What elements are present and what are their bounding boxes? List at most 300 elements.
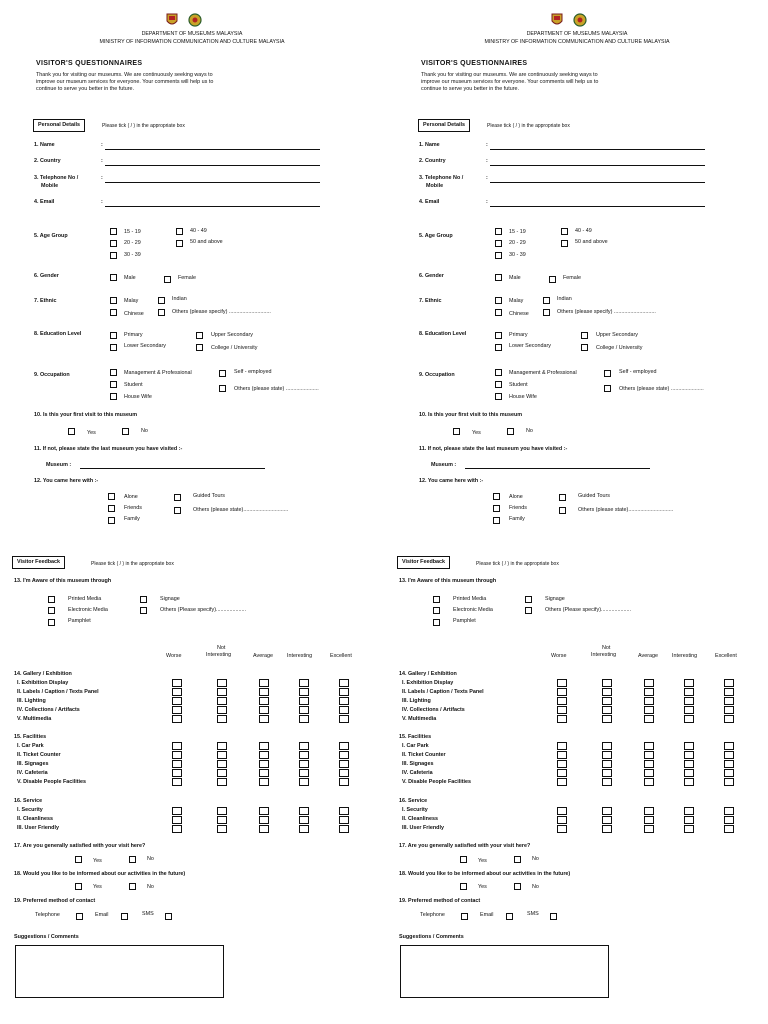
- ethnic-others-checkbox[interactable]: [158, 309, 165, 316]
- facilities-2-not-interesting-checkbox[interactable]: [217, 751, 227, 759]
- facilities-3-interesting-checkbox[interactable]: [684, 760, 694, 768]
- q19-label: 19. Preferred method of contact: [14, 898, 96, 904]
- last-museum-field[interactable]: [80, 468, 265, 469]
- q13-label: 13. I'm Aware of this museum through: [399, 578, 497, 584]
- age-15-19-checkbox[interactable]: [495, 228, 502, 235]
- q10-label: 10. Is this your first visit to this museum: [34, 412, 138, 418]
- facilities-5-interesting-checkbox[interactable]: [684, 778, 694, 786]
- facilities-5-excellent-checkbox[interactable]: [724, 778, 734, 786]
- gallery-5-average-checkbox[interactable]: [644, 715, 654, 723]
- occ-option: Others (please state) ......................: [234, 386, 319, 392]
- gender-male-checkbox[interactable]: [495, 274, 502, 281]
- gallery-2-interesting-checkbox[interactable]: [299, 688, 309, 696]
- edu-option: College / University: [596, 345, 643, 351]
- occ-management-checkbox[interactable]: [110, 369, 117, 376]
- edu-college-checkbox[interactable]: [581, 344, 588, 351]
- gallery-1-not-interesting-checkbox[interactable]: [602, 679, 612, 687]
- q11-label: 11. If not, please state the last museum you have visited :-: [34, 446, 183, 452]
- service-1-worse-checkbox[interactable]: [172, 807, 182, 815]
- gender-female-checkbox[interactable]: [164, 276, 171, 283]
- service-3-average-checkbox[interactable]: [644, 825, 654, 833]
- q3-label-mobile: Mobile: [426, 183, 444, 189]
- service-2-average-checkbox[interactable]: [644, 816, 654, 824]
- service-3-excellent-checkbox[interactable]: [339, 825, 349, 833]
- facilities-1-worse-checkbox[interactable]: [557, 742, 567, 750]
- service-2-average-checkbox[interactable]: [259, 816, 269, 824]
- occ-student-checkbox[interactable]: [495, 381, 502, 388]
- came-alone-checkbox[interactable]: [493, 493, 500, 500]
- dept-name: DEPARTMENT OF MUSEUMS MALAYSIA: [526, 31, 628, 37]
- email-field[interactable]: [490, 206, 705, 207]
- q14-item: IV. Collections / Artifacts: [402, 707, 465, 713]
- aware-option: Signage: [160, 596, 180, 602]
- service-1-average-checkbox[interactable]: [259, 807, 269, 815]
- gallery-5-not-interesting-checkbox[interactable]: [217, 715, 227, 723]
- ethnic-option: Others (please specify) ............................: [557, 309, 656, 315]
- yes-label: Yes: [478, 884, 487, 890]
- q12-label: 12. You came here with :-: [34, 478, 99, 484]
- gallery-3-excellent-checkbox[interactable]: [339, 697, 349, 705]
- facilities-4-interesting-checkbox[interactable]: [299, 769, 309, 777]
- gallery-4-average-checkbox[interactable]: [644, 706, 654, 714]
- occ-self-employed-checkbox[interactable]: [604, 370, 611, 377]
- edu-lower-secondary-checkbox[interactable]: [495, 344, 502, 351]
- gallery-4-excellent-checkbox[interactable]: [339, 706, 349, 714]
- age-30-39-checkbox[interactable]: [110, 252, 117, 259]
- service-3-interesting-checkbox[interactable]: [684, 825, 694, 833]
- age-option: 30 - 39: [124, 252, 141, 258]
- gallery-2-average-checkbox[interactable]: [259, 688, 269, 696]
- service-1-not-interesting-checkbox[interactable]: [602, 807, 612, 815]
- q6-label: 6. Gender: [34, 273, 59, 279]
- facilities-3-not-interesting-checkbox[interactable]: [602, 760, 612, 768]
- gallery-4-average-checkbox[interactable]: [259, 706, 269, 714]
- came-others-checkbox[interactable]: [174, 507, 181, 514]
- facilities-3-average-checkbox[interactable]: [644, 760, 654, 768]
- q1-colon: :: [486, 142, 488, 148]
- q13-label: 13. I'm Aware of this museum through: [14, 578, 112, 584]
- service-1-interesting-checkbox[interactable]: [684, 807, 694, 815]
- facilities-4-average-checkbox[interactable]: [644, 769, 654, 777]
- age-option: 30 - 39: [509, 252, 526, 258]
- service-2-worse-checkbox[interactable]: [557, 816, 567, 824]
- intro-line-1: Thank you for visiting our museums. We are continuously seeking ways to: [36, 72, 213, 78]
- gender-male-checkbox[interactable]: [110, 274, 117, 281]
- no-label: No: [147, 884, 154, 890]
- edu-option: Primary: [509, 332, 528, 338]
- gallery-3-not-interesting-checkbox[interactable]: [602, 697, 612, 705]
- no-label: No: [141, 428, 148, 434]
- aware-pamphlet-checkbox[interactable]: [48, 619, 55, 626]
- facilities-4-average-checkbox[interactable]: [259, 769, 269, 777]
- occ-student-checkbox[interactable]: [110, 381, 117, 388]
- q14-item: III. Lighting: [17, 698, 46, 704]
- contact-option: Email: [95, 912, 109, 918]
- contact-telephone-checkbox[interactable]: [76, 913, 83, 920]
- aware-printed-checkbox[interactable]: [48, 596, 55, 603]
- gallery-4-not-interesting-checkbox[interactable]: [217, 706, 227, 714]
- age-20-29-checkbox[interactable]: [110, 240, 117, 247]
- q18-label: 18. Would you like to be informed about our activities in the future): [14, 871, 186, 877]
- came-family-checkbox[interactable]: [493, 517, 500, 524]
- feedback-hint: Please tick ( / ) in the appropriate box: [476, 561, 559, 567]
- satisfied-no-checkbox[interactable]: [129, 856, 136, 863]
- facilities-5-average-checkbox[interactable]: [259, 778, 269, 786]
- facilities-1-average-checkbox[interactable]: [644, 742, 654, 750]
- facilities-2-interesting-checkbox[interactable]: [299, 751, 309, 759]
- q18-label: 18. Would you like to be informed about our activities in the future): [399, 871, 571, 877]
- q19-label: 19. Preferred method of contact: [399, 898, 481, 904]
- gallery-1-worse-checkbox[interactable]: [172, 679, 182, 687]
- rating-average-header: Average: [638, 653, 658, 659]
- facilities-4-not-interesting-checkbox[interactable]: [217, 769, 227, 777]
- museum-label: Museum :: [431, 462, 457, 468]
- facilities-5-worse-checkbox[interactable]: [172, 778, 182, 786]
- gallery-1-average-checkbox[interactable]: [644, 679, 654, 687]
- facilities-4-not-interesting-checkbox[interactable]: [602, 769, 612, 777]
- facilities-4-excellent-checkbox[interactable]: [724, 769, 734, 777]
- service-3-not-interesting-checkbox[interactable]: [602, 825, 612, 833]
- museum-label: Museum :: [46, 462, 72, 468]
- gallery-1-excellent-checkbox[interactable]: [724, 679, 734, 687]
- ethnic-malay-checkbox[interactable]: [110, 297, 117, 304]
- facilities-5-interesting-checkbox[interactable]: [299, 778, 309, 786]
- first-visit-yes-checkbox[interactable]: [453, 428, 460, 435]
- facilities-1-average-checkbox[interactable]: [259, 742, 269, 750]
- facilities-1-not-interesting-checkbox[interactable]: [602, 742, 612, 750]
- edu-upper-secondary-checkbox[interactable]: [196, 332, 203, 339]
- service-3-not-interesting-checkbox[interactable]: [217, 825, 227, 833]
- gallery-1-not-interesting-checkbox[interactable]: [217, 679, 227, 687]
- contact-sms-checkbox[interactable]: [165, 913, 172, 920]
- gallery-3-not-interesting-checkbox[interactable]: [217, 697, 227, 705]
- came-guided-tours-checkbox[interactable]: [174, 494, 181, 501]
- gallery-5-not-interesting-checkbox[interactable]: [602, 715, 612, 723]
- came-option: Alone: [509, 494, 523, 500]
- gallery-5-worse-checkbox[interactable]: [172, 715, 182, 723]
- facilities-4-interesting-checkbox[interactable]: [684, 769, 694, 777]
- came-friends-checkbox[interactable]: [108, 505, 115, 512]
- q14-label: 14. Gallery / Exhibition: [14, 671, 72, 677]
- facilities-3-average-checkbox[interactable]: [259, 760, 269, 768]
- ethnic-others-checkbox[interactable]: [543, 309, 550, 316]
- facilities-1-worse-checkbox[interactable]: [172, 742, 182, 750]
- facilities-1-not-interesting-checkbox[interactable]: [217, 742, 227, 750]
- gallery-2-excellent-checkbox[interactable]: [339, 688, 349, 696]
- service-1-interesting-checkbox[interactable]: [299, 807, 309, 815]
- country-field[interactable]: [490, 165, 705, 166]
- facilities-5-not-interesting-checkbox[interactable]: [602, 778, 612, 786]
- gallery-3-average-checkbox[interactable]: [644, 697, 654, 705]
- facilities-5-worse-checkbox[interactable]: [557, 778, 567, 786]
- gallery-3-interesting-checkbox[interactable]: [299, 697, 309, 705]
- ethnic-option: Chinese: [509, 311, 529, 317]
- edu-lower-secondary-checkbox[interactable]: [110, 344, 117, 351]
- facilities-3-not-interesting-checkbox[interactable]: [217, 760, 227, 768]
- facilities-2-interesting-checkbox[interactable]: [684, 751, 694, 759]
- facilities-1-interesting-checkbox[interactable]: [684, 742, 694, 750]
- gallery-2-not-interesting-checkbox[interactable]: [602, 688, 612, 696]
- gallery-1-excellent-checkbox[interactable]: [339, 679, 349, 687]
- q15-item: V. Disable People Facilities: [17, 779, 87, 785]
- service-3-interesting-checkbox[interactable]: [299, 825, 309, 833]
- facilities-2-average-checkbox[interactable]: [644, 751, 654, 759]
- gallery-3-interesting-checkbox[interactable]: [684, 697, 694, 705]
- aware-electronic-checkbox[interactable]: [48, 607, 55, 614]
- contact-email-checkbox[interactable]: [121, 913, 128, 920]
- age-option: 20 - 29: [509, 240, 526, 246]
- aware-pamphlet-checkbox[interactable]: [433, 619, 440, 626]
- service-1-average-checkbox[interactable]: [644, 807, 654, 815]
- aware-electronic-checkbox[interactable]: [433, 607, 440, 614]
- gallery-4-excellent-checkbox[interactable]: [724, 706, 734, 714]
- facilities-4-worse-checkbox[interactable]: [557, 769, 567, 777]
- facilities-4-worse-checkbox[interactable]: [172, 769, 182, 777]
- service-2-not-interesting-checkbox[interactable]: [217, 816, 227, 824]
- contact-telephone-checkbox[interactable]: [461, 913, 468, 920]
- edu-upper-secondary-checkbox[interactable]: [581, 332, 588, 339]
- gallery-1-average-checkbox[interactable]: [259, 679, 269, 687]
- gallery-1-interesting-checkbox[interactable]: [684, 679, 694, 687]
- comments-textarea[interactable]: [400, 945, 609, 998]
- occ-self-employed-checkbox[interactable]: [219, 370, 226, 377]
- name-field[interactable]: [490, 149, 705, 150]
- facilities-3-excellent-checkbox[interactable]: [724, 760, 734, 768]
- occ-others-checkbox[interactable]: [219, 385, 226, 392]
- questionnaire-right: [385, 0, 768, 1024]
- service-2-interesting-checkbox[interactable]: [299, 816, 309, 824]
- gallery-1-worse-checkbox[interactable]: [557, 679, 567, 687]
- facilities-2-worse-checkbox[interactable]: [172, 751, 182, 759]
- facilities-2-average-checkbox[interactable]: [259, 751, 269, 759]
- ethnic-indian-checkbox[interactable]: [543, 297, 550, 304]
- gallery-5-average-checkbox[interactable]: [259, 715, 269, 723]
- gallery-4-worse-checkbox[interactable]: [172, 706, 182, 714]
- q14-item: II. Labels / Caption / Texts Panel: [402, 689, 484, 695]
- q14-item: I. Exhibition Display: [402, 680, 454, 686]
- q14-item: I. Exhibition Display: [17, 680, 69, 686]
- aware-option: Others (Please specify)....................: [545, 607, 631, 613]
- q15-label: 15. Facilities: [399, 734, 432, 740]
- aware-option: Pamphlet: [68, 618, 91, 624]
- came-family-checkbox[interactable]: [108, 517, 115, 524]
- q16-label: 16. Service: [14, 798, 43, 804]
- facilities-2-worse-checkbox[interactable]: [557, 751, 567, 759]
- service-3-worse-checkbox[interactable]: [172, 825, 182, 833]
- edu-option: College / University: [211, 345, 258, 351]
- q14-item: V. Multimedia: [402, 716, 437, 722]
- gender-option: Female: [178, 275, 196, 281]
- personal-hint: Please tick ( / ) in the appropriate box: [487, 123, 570, 129]
- age-40-49-checkbox[interactable]: [561, 228, 568, 235]
- gallery-3-worse-checkbox[interactable]: [172, 697, 182, 705]
- informed-yes-checkbox[interactable]: [75, 883, 82, 890]
- edu-primary-checkbox[interactable]: [110, 332, 117, 339]
- service-1-worse-checkbox[interactable]: [557, 807, 567, 815]
- rating-not-interesting-header: Interesting: [591, 652, 617, 658]
- telephone-field[interactable]: [105, 182, 320, 183]
- q15-item: III. Signages: [402, 761, 434, 767]
- age-40-49-checkbox[interactable]: [176, 228, 183, 235]
- intro-line-3: continue to serve you better in the future.: [36, 86, 134, 92]
- facilities-1-interesting-checkbox[interactable]: [299, 742, 309, 750]
- age-30-39-checkbox[interactable]: [495, 252, 502, 259]
- service-2-excellent-checkbox[interactable]: [339, 816, 349, 824]
- came-option: Others (please state)..............................: [578, 507, 674, 513]
- satisfied-no-checkbox[interactable]: [514, 856, 521, 863]
- gallery-2-worse-checkbox[interactable]: [557, 688, 567, 696]
- comments-textarea[interactable]: [15, 945, 224, 998]
- occ-housewife-checkbox[interactable]: [110, 393, 117, 400]
- occ-others-checkbox[interactable]: [604, 385, 611, 392]
- age-option: 40 - 49: [190, 228, 207, 234]
- age-50-above-checkbox[interactable]: [561, 240, 568, 247]
- gallery-5-worse-checkbox[interactable]: [557, 715, 567, 723]
- malaysia-crest-icon: [550, 12, 564, 28]
- gallery-5-interesting-checkbox[interactable]: [299, 715, 309, 723]
- facilities-1-excellent-checkbox[interactable]: [724, 742, 734, 750]
- service-1-excellent-checkbox[interactable]: [724, 807, 734, 815]
- age-20-29-checkbox[interactable]: [495, 240, 502, 247]
- informed-no-checkbox[interactable]: [514, 883, 521, 890]
- feedback-hint: Please tick ( / ) in the appropriate box: [91, 561, 174, 567]
- yes-label: Yes: [478, 858, 487, 864]
- gallery-3-worse-checkbox[interactable]: [557, 697, 567, 705]
- facilities-2-not-interesting-checkbox[interactable]: [602, 751, 612, 759]
- contact-email-checkbox[interactable]: [506, 913, 513, 920]
- facilities-3-worse-checkbox[interactable]: [557, 760, 567, 768]
- came-guided-tours-checkbox[interactable]: [559, 494, 566, 501]
- first-visit-no-checkbox[interactable]: [122, 428, 129, 435]
- rating-worse-header: Worse: [551, 653, 567, 659]
- gallery-2-average-checkbox[interactable]: [644, 688, 654, 696]
- gallery-5-excellent-checkbox[interactable]: [724, 715, 734, 723]
- gallery-3-excellent-checkbox[interactable]: [724, 697, 734, 705]
- visitor-feedback-tag: Visitor Feedback: [397, 556, 450, 569]
- gallery-2-not-interesting-checkbox[interactable]: [217, 688, 227, 696]
- service-2-excellent-checkbox[interactable]: [724, 816, 734, 824]
- ethnic-malay-checkbox[interactable]: [495, 297, 502, 304]
- ethnic-indian-checkbox[interactable]: [158, 297, 165, 304]
- gallery-4-worse-checkbox[interactable]: [557, 706, 567, 714]
- age-option: 50 and above: [190, 239, 223, 245]
- edu-college-checkbox[interactable]: [196, 344, 203, 351]
- came-alone-checkbox[interactable]: [108, 493, 115, 500]
- q15-item: IV. Cafeteria: [17, 770, 48, 776]
- country-field[interactable]: [105, 165, 320, 166]
- service-1-excellent-checkbox[interactable]: [339, 807, 349, 815]
- gender-female-checkbox[interactable]: [549, 276, 556, 283]
- service-2-worse-checkbox[interactable]: [172, 816, 182, 824]
- gallery-5-excellent-checkbox[interactable]: [339, 715, 349, 723]
- q3-label: 3. Telephone No /: [34, 175, 79, 181]
- facilities-2-excellent-checkbox[interactable]: [339, 751, 349, 759]
- age-50-above-checkbox[interactable]: [176, 240, 183, 247]
- q2-colon: :: [486, 158, 488, 164]
- age-option: 15 - 19: [124, 229, 141, 235]
- occ-housewife-checkbox[interactable]: [495, 393, 502, 400]
- service-3-excellent-checkbox[interactable]: [724, 825, 734, 833]
- gallery-2-interesting-checkbox[interactable]: [684, 688, 694, 696]
- ethnic-chinese-checkbox[interactable]: [110, 309, 117, 316]
- aware-signage-checkbox[interactable]: [525, 596, 532, 603]
- gallery-1-interesting-checkbox[interactable]: [299, 679, 309, 687]
- aware-option: Others (Please specify)....................: [160, 607, 246, 613]
- gallery-4-interesting-checkbox[interactable]: [299, 706, 309, 714]
- q1-label: 1. Name: [419, 142, 440, 148]
- q16-item: I. Security: [17, 807, 43, 813]
- aware-others-checkbox[interactable]: [525, 607, 532, 614]
- facilities-3-excellent-checkbox[interactable]: [339, 760, 349, 768]
- service-3-average-checkbox[interactable]: [259, 825, 269, 833]
- contact-sms-checkbox[interactable]: [550, 913, 557, 920]
- yes-label: Yes: [93, 858, 102, 864]
- ministry-name: MINISTRY OF INFORMATION COMMUNICATION AND CULTURE MALAYSIA: [99, 39, 285, 45]
- came-option: Alone: [124, 494, 138, 500]
- contact-option: Telephone: [35, 912, 60, 918]
- aware-signage-checkbox[interactable]: [140, 596, 147, 603]
- gallery-3-average-checkbox[interactable]: [259, 697, 269, 705]
- occ-management-checkbox[interactable]: [495, 369, 502, 376]
- gallery-2-worse-checkbox[interactable]: [172, 688, 182, 696]
- edu-option: Lower Secondary: [124, 343, 166, 349]
- email-field[interactable]: [105, 206, 320, 207]
- facilities-3-worse-checkbox[interactable]: [172, 760, 182, 768]
- first-visit-no-checkbox[interactable]: [507, 428, 514, 435]
- gallery-4-not-interesting-checkbox[interactable]: [602, 706, 612, 714]
- aware-printed-checkbox[interactable]: [433, 596, 440, 603]
- informed-yes-checkbox[interactable]: [460, 883, 467, 890]
- facilities-2-excellent-checkbox[interactable]: [724, 751, 734, 759]
- first-visit-yes-checkbox[interactable]: [68, 428, 75, 435]
- ethnic-option: Chinese: [124, 311, 144, 317]
- informed-no-checkbox[interactable]: [129, 883, 136, 890]
- service-3-worse-checkbox[interactable]: [557, 825, 567, 833]
- facilities-5-not-interesting-checkbox[interactable]: [217, 778, 227, 786]
- satisfied-yes-checkbox[interactable]: [75, 856, 82, 863]
- last-museum-field[interactable]: [465, 468, 650, 469]
- aware-others-checkbox[interactable]: [140, 607, 147, 614]
- q16-label: 16. Service: [399, 798, 428, 804]
- telephone-field[interactable]: [490, 182, 705, 183]
- rating-interesting-header: Interesting: [672, 653, 698, 659]
- service-2-not-interesting-checkbox[interactable]: [602, 816, 612, 824]
- came-option: Friends: [124, 505, 142, 511]
- came-friends-checkbox[interactable]: [493, 505, 500, 512]
- q8-label: 8. Education Level: [34, 331, 82, 337]
- facilities-3-interesting-checkbox[interactable]: [299, 760, 309, 768]
- facilities-5-excellent-checkbox[interactable]: [339, 778, 349, 786]
- came-others-checkbox[interactable]: [559, 507, 566, 514]
- service-1-not-interesting-checkbox[interactable]: [217, 807, 227, 815]
- facilities-5-average-checkbox[interactable]: [644, 778, 654, 786]
- name-field[interactable]: [105, 149, 320, 150]
- q14-item: II. Labels / Caption / Texts Panel: [17, 689, 99, 695]
- facilities-1-excellent-checkbox[interactable]: [339, 742, 349, 750]
- age-15-19-checkbox[interactable]: [110, 228, 117, 235]
- q3-label: 3. Telephone No /: [419, 175, 464, 181]
- gallery-5-interesting-checkbox[interactable]: [684, 715, 694, 723]
- q11-label: 11. If not, please state the last museum you have visited :-: [419, 446, 568, 452]
- satisfied-yes-checkbox[interactable]: [460, 856, 467, 863]
- gallery-2-excellent-checkbox[interactable]: [724, 688, 734, 696]
- q5-label: 5. Age Group: [34, 233, 68, 239]
- service-2-interesting-checkbox[interactable]: [684, 816, 694, 824]
- edu-primary-checkbox[interactable]: [495, 332, 502, 339]
- facilities-4-excellent-checkbox[interactable]: [339, 769, 349, 777]
- gallery-4-interesting-checkbox[interactable]: [684, 706, 694, 714]
- ethnic-chinese-checkbox[interactable]: [495, 309, 502, 316]
